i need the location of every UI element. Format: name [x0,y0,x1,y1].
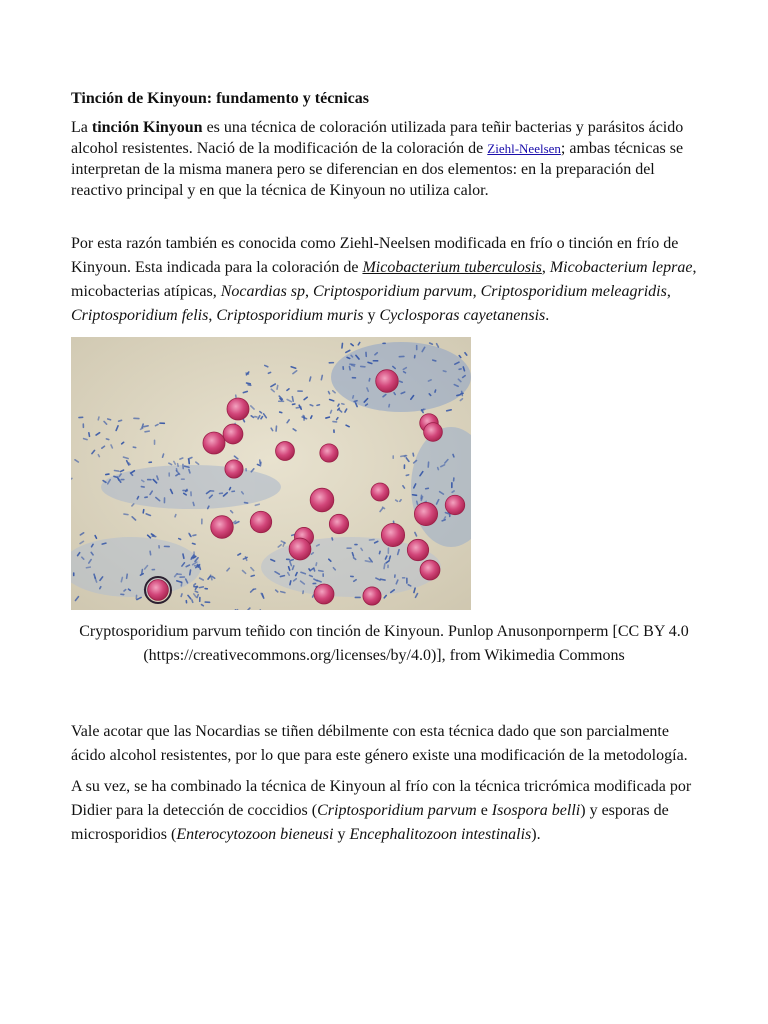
organism-name: Criptosporidium felis [71,307,209,324]
separator: , micobacterias atípicas, [71,259,697,300]
bacterium [319,571,323,572]
bacterium [245,503,248,504]
bacterium [447,410,451,411]
bacterium [310,575,313,576]
paragraph-nocardias: Vale acotar que las Nocardias se tiñen débilmente con esta técnica dado que son parcialmente ácido alcohol resistentes, por lo que para este género existe una modificación de la metodología. [71,723,688,764]
organism-name: Criptosporidium parvum [317,802,477,819]
bacterium [121,577,122,581]
oocyst [250,511,271,532]
bacterium [442,520,445,521]
bacterium [114,476,117,477]
paragraph-intro [71,117,697,201]
bacterium [102,543,106,544]
bacterium [292,397,293,401]
bacterium [400,381,403,382]
bacterium [462,391,463,395]
separator: , [666,283,671,300]
bacterium [309,569,310,571]
bacterium [321,375,322,379]
bacterium [143,510,144,513]
bacterium [128,589,130,590]
bacterium [296,407,301,408]
bacterium [289,567,290,570]
organism-name: Criptosporidium parvum [313,283,473,300]
separator: ). [531,826,541,843]
bacterium [330,410,331,413]
oocyst [445,495,465,515]
bacterium [124,590,126,591]
bacterium [156,424,158,425]
bacterium [124,514,128,515]
bacterium [338,404,339,406]
bacterium [280,412,282,413]
bacterium [400,500,401,502]
indications-text: Por esta razón también es conocida como Ziehl-Neelsen modificada en frío o tinción en frío de Kinyoun. Esta indicada para la coloración de [71,235,679,276]
bacterium [380,579,385,580]
separator: , [472,283,481,300]
paragraph-indications [71,232,697,328]
bacterium [433,360,436,361]
bacterium [413,495,417,496]
bacterium [316,563,317,565]
bacterium [342,343,343,347]
separator: , [541,259,550,276]
bacterium [353,396,354,398]
oocyst [371,483,389,501]
bacterium [192,600,193,602]
ziehl-neelsen-link[interactable]: Ziehl-Neelsen [487,141,561,156]
bacterium [98,417,99,420]
oocyst [320,444,338,462]
bacterium [369,379,370,381]
bacterium [326,417,330,418]
bacterium [310,377,311,381]
bacterium [193,543,195,544]
bacterium [429,394,430,396]
bacterium [257,464,259,465]
bacterium [185,466,189,467]
bacterium [394,393,395,395]
bacterium [365,561,370,562]
bacterium [347,357,350,358]
organism-name: Enterocytozoon bieneusi [176,826,334,843]
bacterium [366,404,368,405]
intro-bold-term: tinción Kinyoun [91,119,203,136]
bacterium [106,439,108,440]
bacterium [268,372,270,373]
bacterium [163,454,164,457]
bacterium [201,605,203,606]
bacterium [457,395,460,396]
bacterium [389,556,390,559]
oocyst [203,432,225,454]
bacterium [404,372,406,373]
bacterium [186,489,187,491]
bacterium [352,553,353,556]
bacterium [351,355,352,357]
bacterium [417,501,418,504]
separator: , [305,283,314,300]
bacterium [119,420,122,421]
bacterium [178,464,179,467]
oocyst [148,580,169,601]
intro-text-2: es una técnica de coloración utilizada para teñir bacterias y parásitos ácido alcohol resistentes. Nació de la modificación de la coloración de [71,119,684,157]
bacterium [368,362,372,363]
bacterium [98,455,99,457]
bacterium [229,488,230,490]
bacterium [255,504,259,505]
oocyst [381,523,404,546]
organism-name: Nocardias sp [220,283,306,300]
oocyst [424,423,443,442]
bacterium [260,412,262,413]
bacterium [310,405,313,406]
bacterium [144,426,148,427]
bacterium [108,419,111,420]
bacterium [247,383,251,384]
bacterium [277,385,278,389]
organism-name: Criptosporidium meleagridis [480,283,667,300]
oocyst [314,584,334,604]
oocyst [225,460,243,478]
separator: ) y esporas de microsporidios ( [71,802,669,843]
oocyst [407,539,428,560]
bacterium [199,566,200,569]
bacterium [413,453,414,456]
separator: y [363,307,380,324]
bacterium [290,560,293,561]
document [71,88,697,847]
oocyst [211,516,234,539]
bacterium [281,592,285,593]
bacterium [180,458,183,459]
didier-text: A su vez, se ha combinado la técnica de Kinyoun al frío con la técnica tricrómica modificada por Didier para la detección de coccidios ( [71,778,692,819]
bacterium [314,568,315,571]
bacterium [430,343,433,344]
bacterium [152,536,156,537]
organism-name: Encephalitozoon intestinalis [349,826,532,843]
bacterium [404,456,406,457]
bacterium [189,534,190,536]
oocyst [420,560,440,580]
bacterium [311,416,312,418]
bacterium [142,424,143,428]
bacterium [452,491,454,492]
organism-name: Isospora belli [491,802,581,819]
oocyst [329,514,348,533]
bacterium [100,587,101,589]
bacterium [115,471,119,472]
bacterium [84,439,87,440]
separator: . [545,307,550,324]
bacterium [313,595,314,597]
bacterium [337,418,338,420]
bacterium [317,405,319,406]
bacterium [181,594,182,597]
paragraph-didier [71,775,697,847]
bacterium [354,401,357,402]
bacterium [438,468,439,470]
separator: e [476,802,492,819]
bacterium [208,506,209,508]
bacterium [342,404,344,405]
bacterium [197,595,198,598]
bacterium [190,570,191,575]
oocyst [414,502,437,525]
oocyst [376,370,399,393]
bacterium [193,535,196,536]
bacterium [406,475,408,476]
bacterium [384,564,385,569]
bacterium [86,567,90,568]
bacterium [463,367,464,371]
bacterium [106,474,109,475]
bacterium [129,463,130,465]
separator: y [333,826,350,843]
bacterium [193,502,194,505]
bacterium [428,380,431,381]
separator: , [208,307,217,324]
oocyst [310,488,334,512]
bacterium [89,433,90,437]
oocyst [276,442,295,461]
oocyst [223,424,243,444]
bacterium [251,575,254,576]
bacterium [396,500,398,501]
bacterium [349,367,350,370]
intro-text-3: ; ambas técnicas se interpretan de la misma manera pero se diferencian en dos elementos: en la preparación del reactivo principal y en que la técnica de Kinyoun no utiliza calor. [71,140,684,199]
bacterium [444,517,445,519]
page-title: Tinción de Kinyoun: fundamento y técnicas [71,90,369,107]
oocyst [227,398,249,420]
bacterium [328,392,329,394]
bacterium [142,480,144,481]
organism-name: Criptosporidium muris [216,307,364,324]
bacterium [383,507,385,508]
bacterium [183,554,184,558]
oocyst [363,587,381,605]
bacterium [332,538,333,540]
bacterium [175,515,176,517]
bacterium [137,497,138,499]
bacterium [408,585,410,586]
bacterium [260,462,261,466]
organism-name: Micobacterium tuberculosis [362,259,542,276]
bacterium [361,548,362,550]
bacterium [127,574,128,578]
organism-name: Micobacterium leprae [549,259,693,276]
bacterium [179,539,181,540]
bacterium [194,584,196,586]
bacterium [379,551,380,553]
bacterium [435,390,436,392]
bacterium [453,454,454,456]
bacterium [243,391,247,392]
bacterium [290,581,291,585]
organism-name: Cyclosporas cayetanensis [379,307,546,324]
bacterium [195,591,197,592]
bacterium [150,551,151,554]
intro-text-1: La [71,119,92,136]
bacterium [145,431,149,432]
figure-caption: Cryptosporidium parvum teñido con tinción de Kinyoun. Punlop Anusonpornperm [CC BY 4.0 (https://creativecommons.org/licenses/by/4.0)], from Wikimedia Commons [79,623,689,664]
bacterium [189,470,190,473]
bacterium [200,587,204,588]
bacterium [280,576,284,577]
microscopy-image [71,337,471,610]
oocyst [289,538,311,560]
bacterium [443,371,446,372]
